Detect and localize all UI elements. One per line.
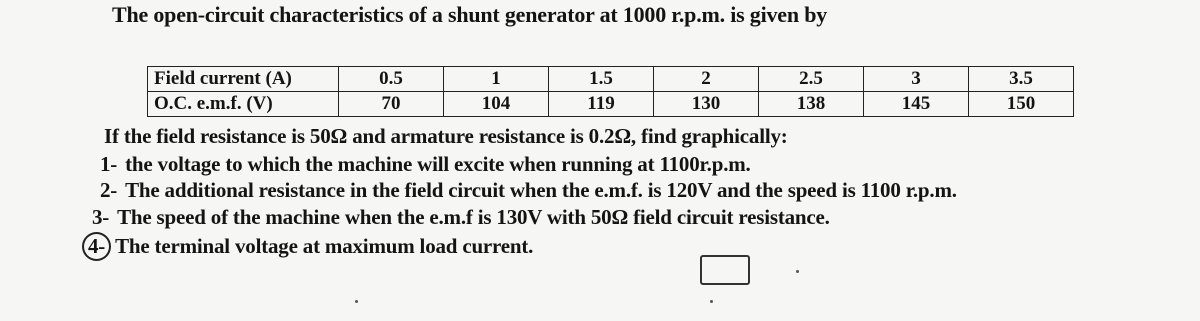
table-cell: 130	[654, 92, 759, 117]
table-cell: 2	[654, 67, 759, 92]
question-3	[92, 205, 830, 230]
question-2	[100, 178, 957, 203]
row-label-oc-emf: O.C. e.m.f. (V)	[148, 92, 339, 117]
speck	[355, 300, 358, 303]
table-cell: 119	[549, 92, 654, 117]
table-cell: 70	[339, 92, 444, 117]
question-number: 2-	[100, 178, 118, 202]
speck	[710, 300, 713, 303]
table-cell: 2.5	[759, 67, 864, 92]
problem-intro: The open-circuit characteristics of a shunt generator at 1000 r.p.m. is given by	[112, 2, 828, 27]
question-4	[82, 232, 533, 261]
table-cell: 145	[864, 92, 969, 117]
question-number-circled: 4-	[82, 232, 111, 261]
table-cell: 1.5	[549, 67, 654, 92]
question-text: The additional resistance in the field circuit when the e.m.f. is 120V and the speed is 1100 r.p.m.	[125, 178, 957, 202]
question-1	[100, 152, 751, 177]
row-label-field-current: Field current (A)	[148, 67, 339, 92]
question-number: 3-	[92, 205, 110, 229]
table-cell: 3	[864, 67, 969, 92]
table-row	[148, 67, 1074, 92]
table-cell: 0.5	[339, 67, 444, 92]
question-number: 1-	[100, 152, 118, 176]
table-cell: 1	[444, 67, 549, 92]
table-cell: 104	[444, 92, 549, 117]
table-row	[148, 92, 1074, 117]
question-text: The speed of the machine when the e.m.f is 130V with 50Ω field circuit resistance.	[117, 205, 830, 229]
question-text: The terminal voltage at maximum load current.	[115, 234, 534, 258]
occ-table	[147, 66, 1074, 117]
hand-drawn-box	[700, 255, 750, 285]
table-cell: 138	[759, 92, 864, 117]
speck	[796, 270, 799, 273]
table-cell: 150	[969, 92, 1074, 117]
table-cell: 3.5	[969, 67, 1074, 92]
problem-preface: If the field resistance is 50Ω and armature resistance is 0.2Ω, find graphically:	[104, 124, 788, 148]
question-text: the voltage to which the machine will excite when running at 1100r.p.m.	[125, 152, 751, 176]
